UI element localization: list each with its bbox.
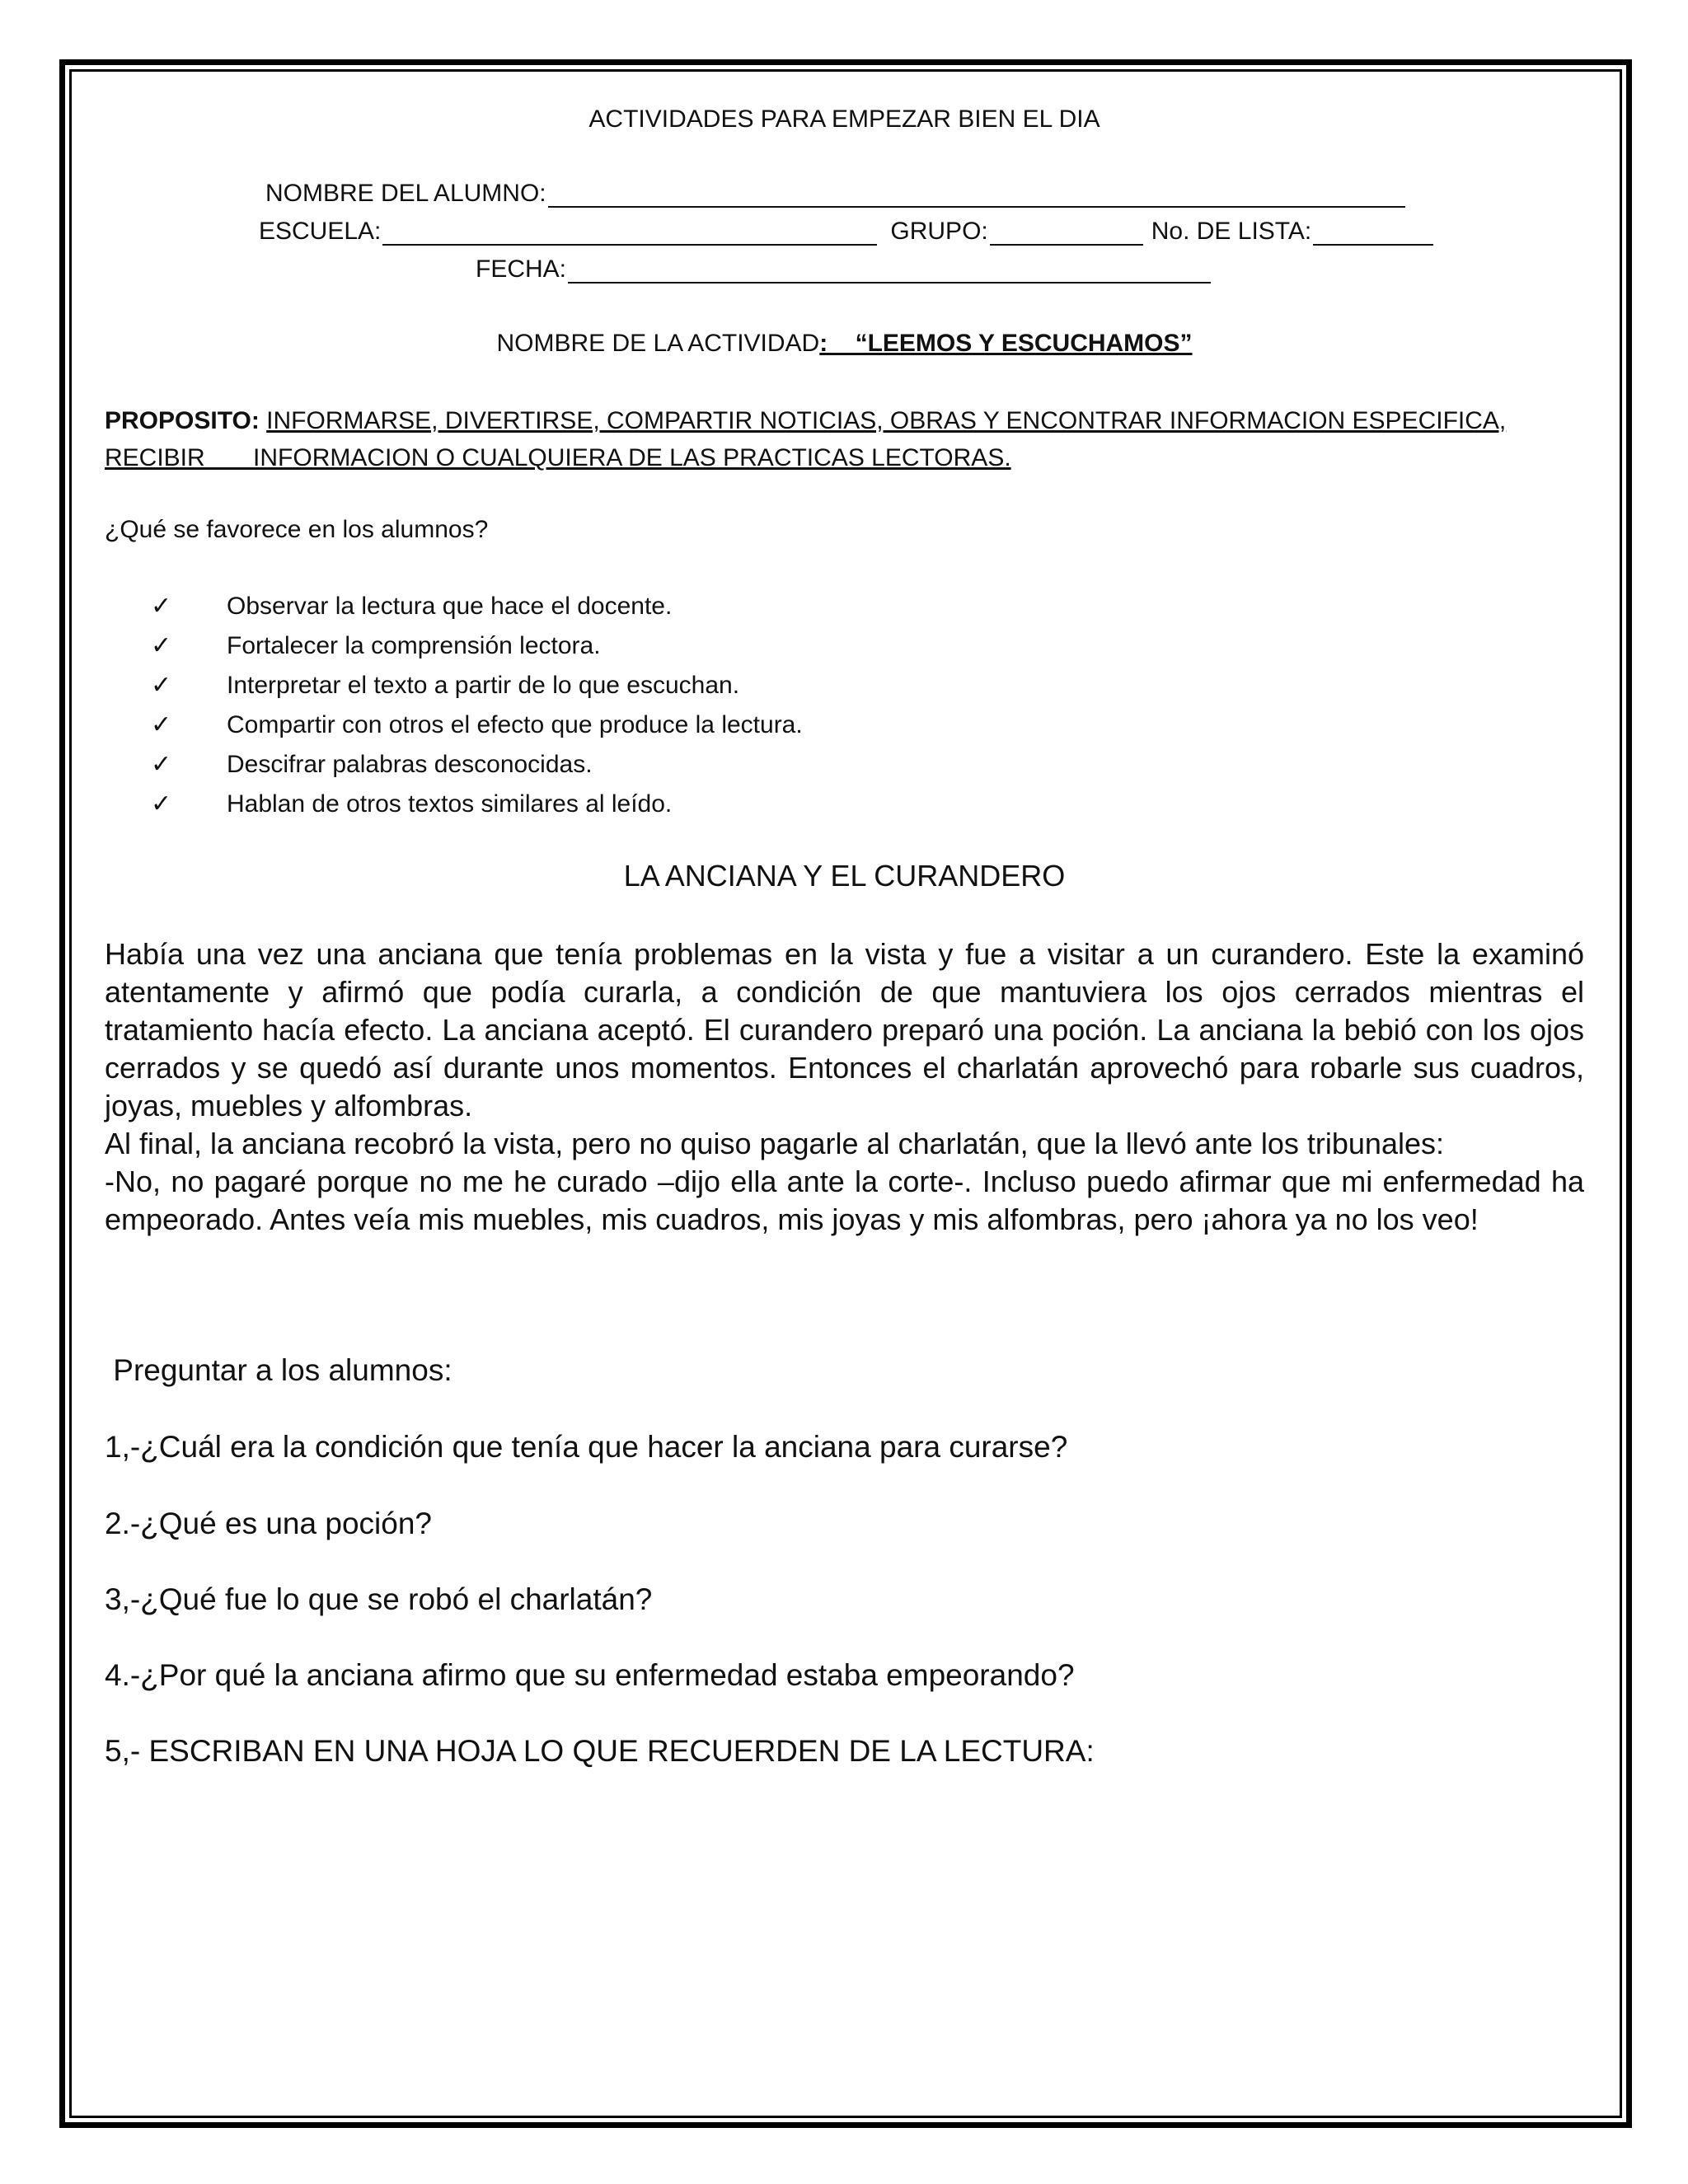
school-row <box>259 216 1433 246</box>
activity-heading <box>105 330 1584 358</box>
list-item <box>151 666 803 705</box>
checkmark-icon: ✓ <box>151 592 172 621</box>
list-item-text: Interpretar el texto a partir de lo que escuchan. <box>227 672 740 699</box>
list-item <box>151 785 803 824</box>
list-item-text: Descifrar palabras desconocidas. <box>227 751 593 778</box>
school-field[interactable] <box>382 216 877 246</box>
list-item-text: Observar la lectura que hace el docente. <box>227 593 673 620</box>
date-label: FECHA: <box>476 255 567 283</box>
purpose-text-line2: RECIBIR INFORMACION O CUALQUIERA DE LAS PRACTICAS LECTORAS. <box>105 444 1011 471</box>
list-item-text: Compartir con otros el efecto que produce la lectura. <box>227 711 803 738</box>
activity-name: : “LEEMOS Y ESCUCHAMOS” <box>819 330 1193 357</box>
group-label: GRUPO: <box>890 218 988 245</box>
list-item <box>151 626 803 666</box>
list-item-text: Fortalecer la comprensión lectora. <box>227 632 601 659</box>
question-1: 1,-¿Cuál era la condición que tenía que hacer la anciana para curarse? <box>105 1430 1068 1464</box>
story-paragraph-2: Al final, la anciana recobró la vista, pero no quiso pagarle al charlatán, que la llevó ante los tribunales: <box>105 1127 1444 1160</box>
question-3: 3,-¿Qué fue lo que se robó el charlatán? <box>105 1582 653 1616</box>
school-label: ESCUELA: <box>259 218 382 245</box>
list-number-field[interactable] <box>1313 216 1433 246</box>
date-field[interactable] <box>568 254 1211 284</box>
checkmark-icon: ✓ <box>151 750 172 779</box>
list-item <box>151 705 803 745</box>
story-paragraph-3: -No, no pagaré porque no me he curado –dijo ella ante la corte-. Incluso puedo afirmar que mi enfermedad ha empeorado. Antes veía mis muebles, mis cuadros, mis joyas y mis alfombras, pero ¡ahora ya no los veo! <box>105 1165 1584 1236</box>
purpose-block <box>105 402 1584 476</box>
purpose-label: PROPOSITO: <box>105 407 260 434</box>
date-row <box>476 254 1211 284</box>
worksheet-title: ACTIVIDADES PARA EMPEZAR BIEN EL DIA <box>588 105 1100 133</box>
story-paragraph-1: Había una vez una anciana que tenía problemas en la vista y fue a visitar a un curandero. Este la examinó atentamente y afirmó que podía curarla, a condición de que mantuviera los ojos cerrados mientras el tratamiento hacía efecto. La anciana aceptó. El curandero preparó una poción. La anciana la bebió con los ojos cerrados y se quedó así durante unos momentos. Entonces el charlatán aprovechó para robarle sus cuadros, joyas, muebles y alfombras. <box>105 937 1584 1122</box>
checkmark-icon: ✓ <box>151 631 172 660</box>
group-field[interactable] <box>990 216 1143 246</box>
student-name-field[interactable] <box>548 178 1405 208</box>
story-text <box>105 935 1584 1239</box>
question-4: 4.-¿Por qué la anciana afirmo que su enfermedad estaba empeorando? <box>105 1658 1075 1692</box>
question-5: 5,- ESCRIBAN EN UNA HOJA LO QUE RECUERDEN DE LA LECTURA: <box>105 1734 1095 1768</box>
activity-label: NOMBRE DE LA ACTIVIDAD <box>496 330 820 357</box>
student-name-label: NOMBRE DEL ALUMNO: <box>265 180 546 207</box>
checkmark-icon: ✓ <box>151 790 172 818</box>
checkmark-icon: ✓ <box>151 710 172 739</box>
purpose-text-line1: INFORMARSE, DIVERTIRSE, COMPARTIR NOTICIAS, OBRAS Y ENCONTRAR INFORMACION ESPECIFICA, <box>266 407 1507 434</box>
list-item <box>151 745 803 785</box>
favors-question: ¿Qué se favorece en los alumnos? <box>105 516 489 543</box>
favors-checklist <box>151 587 803 824</box>
list-item-text: Hablan de otros textos similares al leído. <box>227 790 673 818</box>
list-item <box>151 587 803 626</box>
student-name-row <box>265 178 1405 208</box>
question-2: 2.-¿Qué es una poción? <box>105 1507 432 1540</box>
checkmark-icon: ✓ <box>151 671 172 700</box>
list-number-label: No. DE LISTA: <box>1151 218 1312 245</box>
questions-intro: Preguntar a los alumnos: <box>105 1353 452 1387</box>
story-title: LA ANCIANA Y EL CURANDERO <box>623 859 1066 893</box>
